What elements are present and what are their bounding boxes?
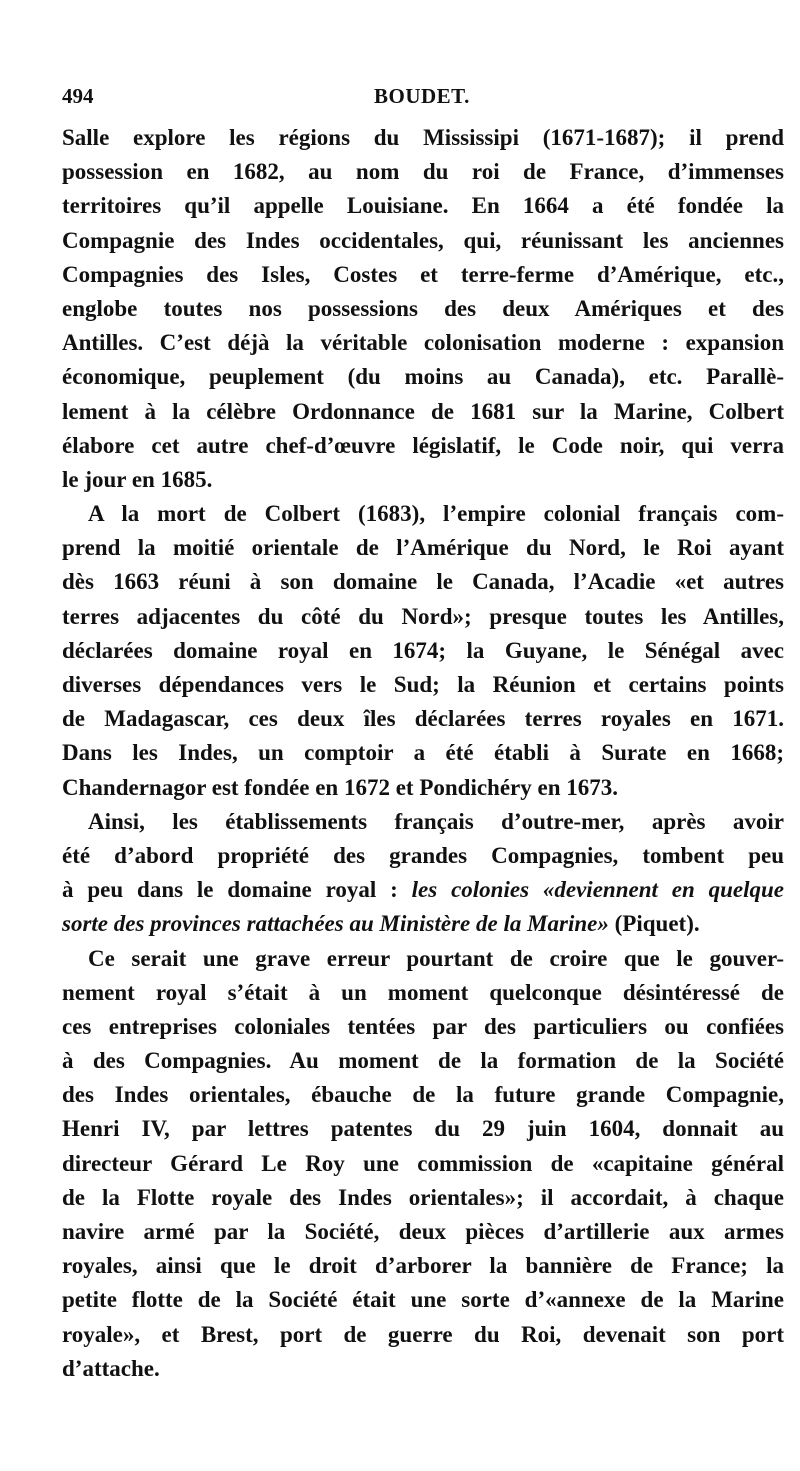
line-text: lement à la célèbre Ordonnance de 1681 sur la Marine, Colbert	[62, 398, 784, 424]
line-text: A la mort de Colbert (1683), l’empire colonial français com-	[88, 501, 784, 527]
text-line	[62, 292, 784, 326]
text-line	[62, 942, 784, 976]
line-text: le jour en 1685.	[62, 466, 213, 492]
text-line	[62, 463, 784, 497]
text-line	[62, 395, 784, 429]
line-text: ces entreprises coloniales tentées par des particuliers ou confiées	[62, 1013, 784, 1039]
line-text: à des Compagnies. Au moment de la formation de la Société	[62, 1048, 784, 1074]
line-text: possession en 1682, au nom du roi de France, d’immenses	[62, 159, 784, 185]
line-text: terres adjacentes du côté du Nord»; presque toutes les Antilles,	[62, 603, 784, 629]
text-line	[62, 1010, 784, 1044]
line-text: économique, peuplement (du moins au Canada), etc. Parallè-	[62, 364, 784, 390]
line-text: Salle explore les régions du Mississipi (1671-1687); il prend	[62, 125, 784, 150]
text-line	[62, 634, 784, 668]
line-text: Chandernagor est fondée en 1672 et Pondichéry en 1673.	[62, 774, 619, 800]
text-line	[62, 1181, 784, 1215]
line-text: dès 1663 réuni à son domaine le Canada, l’Acadie «et autres	[62, 569, 784, 595]
line-text: englobe toutes nos possessions des deux Amériques et des	[62, 295, 784, 321]
text-line	[62, 805, 784, 839]
text-line	[62, 1283, 784, 1317]
text-line	[62, 360, 784, 394]
text-line	[62, 429, 784, 463]
line-text: déclarées domaine royal en 1674; la Guyane, le Sénégal avec	[62, 637, 784, 663]
text-line	[62, 1112, 784, 1146]
text-line	[62, 224, 784, 258]
line-text: directeur Gérard Le Roy une commission de «capitaine général	[62, 1150, 784, 1176]
line-text: d’attache.	[62, 1355, 160, 1381]
line-text: été d’abord propriété des grandes Compagnies, tombent peu	[62, 842, 784, 868]
line-text: Dans les Indes, un comptoir a été établi à Surate en 1668;	[62, 740, 784, 766]
line-text: à peu dans le domaine royal :	[62, 877, 412, 903]
text-line	[62, 976, 784, 1010]
line-text: des Indes orientales, ébauche de la future grande Compagnie,	[62, 1082, 784, 1108]
text-line	[62, 1352, 784, 1386]
text-line	[62, 155, 784, 189]
text-line	[62, 873, 784, 907]
text-line	[62, 907, 784, 941]
text-line	[62, 121, 784, 155]
line-text: Compagnies des Isles, Costes et terre-ferme d’Amérique, etc.,	[62, 261, 784, 287]
line-text: territoires qu’il appelle Louisiane. En 1664 a été fondée la	[62, 193, 784, 219]
text-line	[62, 1215, 784, 1249]
italic-quote: sorte des provinces rattachées au Ministère de la Marine»	[62, 911, 609, 937]
text-line	[62, 1249, 784, 1283]
text-line	[62, 565, 784, 599]
text-line	[62, 1044, 784, 1078]
text-line	[62, 668, 784, 702]
line-text: de la Flotte royale des Indes orientales»; il accordait, à chaque	[62, 1184, 784, 1210]
text-line	[62, 531, 784, 565]
line-text: Antilles. C’est déjà la véritable colonisation moderne : expansion	[62, 330, 784, 356]
line-text: royale», et Brest, port de guerre du Roi, devenait son port	[62, 1321, 784, 1347]
line-text: navire armé par la Société, deux pièces d’artillerie aux armes	[62, 1219, 784, 1244]
line-text: de Madagascar, ces deux îles déclarées terres royales en 1671.	[62, 706, 784, 732]
text-line	[62, 258, 784, 292]
line-text: Henri IV, par lettres patentes du 29 juin 1604, donnait au	[62, 1116, 784, 1142]
italic-quote: les colonies «deviennent en quelque	[411, 877, 784, 903]
text-line	[62, 189, 784, 223]
text-line	[62, 1318, 784, 1352]
line-text: nement royal s’était à un moment quelconque désintéressé de	[62, 979, 784, 1005]
line-tail-text: (Piquet).	[608, 911, 700, 937]
text-line	[62, 702, 784, 736]
body-text	[62, 121, 784, 1386]
page-number: 494	[62, 84, 94, 108]
text-line	[62, 771, 784, 805]
line-text: Ce serait une grave erreur pourtant de croire que le gouver-	[88, 945, 784, 971]
running-head: BOUDET.	[374, 84, 470, 108]
text-line	[62, 736, 784, 770]
text-line	[62, 1078, 784, 1112]
text-line	[62, 600, 784, 634]
text-line	[62, 497, 784, 531]
line-text: prend la moitié orientale de l’Amérique du Nord, le Roi ayant	[62, 535, 784, 561]
line-text: élabore cet autre chef-d’œuvre législatif, le Code noir, qui verra	[62, 432, 784, 458]
line-text: diverses dépendances vers le Sud; la Réunion et certains points	[62, 672, 784, 697]
line-text: Compagnie des Indes occidentales, qui, réunissant les anciennes	[62, 227, 784, 253]
text-line	[62, 1147, 784, 1181]
text-line	[62, 326, 784, 360]
line-text: royales, ainsi que le droit d’arborer la bannière de France; la	[62, 1253, 784, 1279]
text-line	[62, 839, 784, 873]
line-text: petite flotte de la Société était une sorte d’«annexe de la Marine	[62, 1287, 784, 1313]
line-text: Ainsi, les établissements français d’outre-mer, après avoir	[88, 808, 784, 834]
